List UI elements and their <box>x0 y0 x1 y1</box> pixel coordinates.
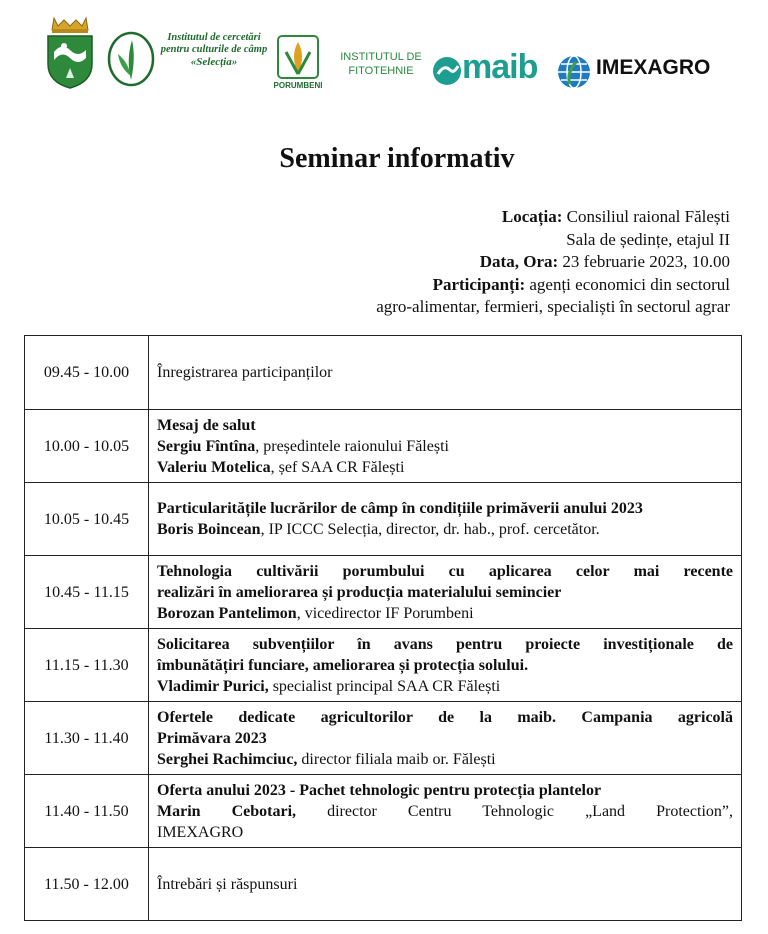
fitotehnie-institute-logo <box>338 50 424 82</box>
speaker-name: Marin Cebotari, <box>157 802 297 820</box>
agenda-time: 11.15 - 11.30 <box>25 629 149 702</box>
agenda-row <box>25 556 742 629</box>
selectia-institute-logo <box>106 30 266 88</box>
falesti-coat-of-arms-logo <box>44 12 96 90</box>
speaker-name: Serghei Rachimciuc, <box>157 750 298 768</box>
agenda-row <box>25 702 742 775</box>
agenda-row <box>25 336 742 410</box>
agenda-time: 09.45 - 10.00 <box>25 336 149 410</box>
agenda-item-title-line-2: îmbunătățiri funciare, ameliorarea și protecția solului. <box>157 656 529 674</box>
agenda-item-text: Înregistrarea participanților <box>157 364 333 381</box>
speaker-name: Boris Boincean <box>157 521 261 538</box>
agenda-item-title: Particularitățile lucrărilor de câmp în condițiile primăverii anului 2023 <box>157 500 643 517</box>
agenda-item-title-line-2: Primăvara 2023 <box>157 729 267 747</box>
speaker-role: , vicedirector IF Porumbeni <box>296 604 474 622</box>
selectia-logo-text <box>158 32 270 69</box>
agenda-item-title: Mesaj de salut <box>157 416 256 434</box>
agenda-item <box>149 702 742 775</box>
imexagro-logo-text: IMEXAGRO <box>596 56 711 79</box>
participants-label: Participanți: <box>432 274 526 294</box>
agenda-item-title-line-1: Ofertele dedicate agricultorilor de la maib. Campania agricolă <box>157 708 733 726</box>
agenda-time: 10.00 - 10.05 <box>25 410 149 483</box>
date-value: 23 februarie 2023, 10.00 <box>558 252 730 271</box>
porumbeni-logo <box>272 34 324 92</box>
agenda-row <box>25 629 742 702</box>
selectia-line-2: pentru culturile de câmp <box>160 44 268 55</box>
speaker-name: Borozan Pantelimon <box>157 604 297 622</box>
selectia-line-3: «Selecția» <box>190 56 238 68</box>
agenda-item <box>149 336 742 410</box>
agenda-row <box>25 848 742 921</box>
agenda-time: 10.05 - 10.45 <box>25 483 149 556</box>
agenda-item <box>149 629 742 702</box>
agenda-item <box>149 775 742 848</box>
fitotehnie-line-2: FITOTEHNIE <box>348 65 414 77</box>
event-info-block <box>376 206 730 319</box>
fitotehnie-line-1: INSTITUTUL DE <box>340 51 422 63</box>
speaker-name: Valeriu Motelica <box>157 458 271 476</box>
agenda-item <box>149 848 742 921</box>
speaker-role: director Centru Tehnologic „Land Protection”, <box>296 802 733 820</box>
agenda-time: 11.40 - 11.50 <box>25 775 149 848</box>
agenda-row <box>25 483 742 556</box>
agenda-item-text: Întrebări și răspunsuri <box>157 875 298 893</box>
agenda-item <box>149 410 742 483</box>
agenda-item-title: Oferta anului 2023 - Pachet tehnologic pentru protecția plantelor <box>157 781 602 799</box>
speaker-role: , președintele raionului Fălești <box>255 437 449 455</box>
agenda-time: 11.50 - 12.00 <box>25 848 149 921</box>
location-line-2: Sala de ședințe, etajul II <box>566 229 730 249</box>
participants-line-2: agro-alimentar, fermieri, specialiști în sectorul agrar <box>376 297 730 316</box>
speaker-role: specialist principal SAA CR Fălești <box>268 677 501 695</box>
participants-line <box>376 274 730 297</box>
speaker-role: , șef SAA CR Fălești <box>270 458 405 476</box>
agenda-row <box>25 410 742 483</box>
agenda-table <box>24 335 742 921</box>
selectia-line-1: Institutul de cercetări <box>167 32 261 43</box>
imexagro-logo <box>556 52 726 92</box>
agenda-item <box>149 556 742 629</box>
logo-strip <box>0 0 768 100</box>
speaker-role: , IP ICCC Selecția, director, dr. hab., prof. cercetător. <box>260 521 600 538</box>
participants-value: agenți economici din sectorul <box>525 274 730 294</box>
maib-logo-text: maib <box>462 48 538 86</box>
location-label: Locația: <box>501 207 563 226</box>
date-label: Data, Ora: <box>479 252 559 271</box>
speaker-name: Sergiu Fîntîna <box>157 437 256 455</box>
agenda-row <box>25 775 742 848</box>
speaker-role: director filiala maib or. Fălești <box>297 750 496 768</box>
agenda-time: 10.45 - 11.15 <box>25 556 149 629</box>
agenda-time: 11.30 - 11.40 <box>25 702 149 775</box>
agenda-item-title-line-1: Solicitarea subvențiilor în avans pentru proiecte investiționale de <box>157 635 733 653</box>
location-line <box>376 206 730 229</box>
date-line <box>376 251 730 274</box>
speaker-role-line-2: IMEXAGRO <box>157 823 244 841</box>
agenda-item-title-line-1: Tehnologia cultivării porumbului cu aplicarea celor mai recente <box>157 562 733 580</box>
agenda-item-title-line-2: realizări în ameliorarea și producția materialului semincier <box>157 583 562 601</box>
location-value: Consiliul raional Fălești <box>562 207 730 226</box>
maib-logo <box>432 48 552 88</box>
porumbeni-logo-text: PORUMBENI <box>273 81 323 90</box>
agenda-item <box>149 483 742 556</box>
speaker-name: Vladimir Purici, <box>157 677 269 695</box>
page-title: Seminar informativ <box>279 143 515 174</box>
